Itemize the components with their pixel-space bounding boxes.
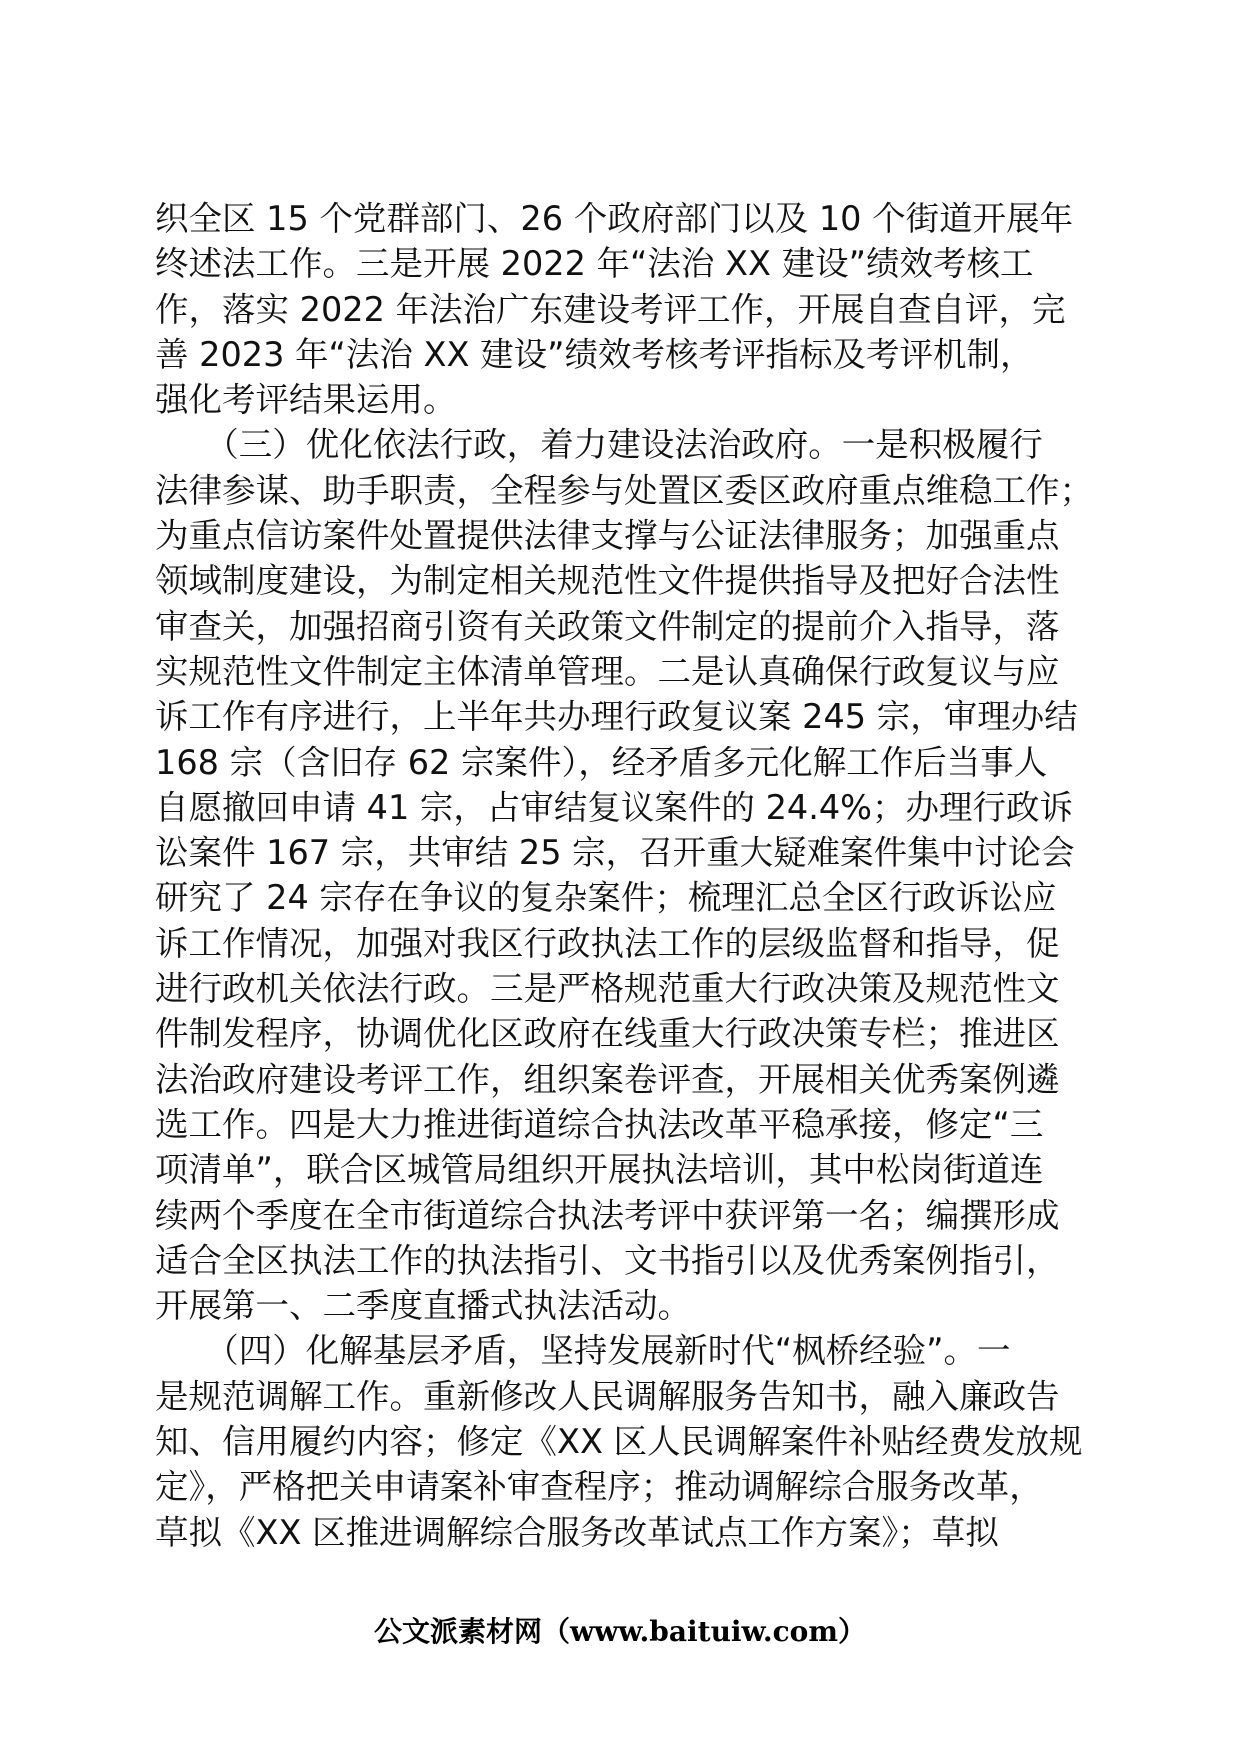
- text-line: 件制发程序，协调优化区政府在线重大行政决策专栏；推进区: [155, 1014, 1060, 1054]
- text-line: 织全区 15 个党群部门、26 个政府部门以及 10 个街道开展年: [155, 199, 1074, 238]
- text-line: 法治政府建设考评工作，组织案卷评查，开展相关优秀案例遴: [155, 1059, 1060, 1099]
- text-line: 法律参谋、助手职责，全程参与处置区委区政府重点维稳工作；: [155, 470, 1093, 510]
- text-line: 为重点信访案件处置提供法律支撑与公证法律服务；加强重点: [155, 516, 1060, 556]
- text-line: 项清单”，联合区城管局组织开展执法培训，其中松岗街道连: [155, 1150, 1044, 1190]
- page-footer: 公文派素材网（www.baituiw.com）: [374, 1615, 866, 1648]
- text-line: 终述法工作。三是开展 2022 年“法治 XX 建设”绩效考核工: [155, 244, 1034, 284]
- text-line: 草拟《XX 区推进调解综合服务改革试点工作方案》；草拟: [155, 1512, 999, 1552]
- text-line: 自愿撤回申请 41 宗，占审结复议案件的 24.4%；办理行政诉: [155, 787, 1073, 827]
- text-line: 开展第一、二季度直播式执法活动。: [155, 1286, 691, 1326]
- text-line: 善 2023 年“法治 XX 建设”绩效考核考评指标及考评机制，: [155, 334, 1034, 374]
- text-line: 选工作。四是大力推进街道综合执法改革平稳承接，修定“三: [155, 1104, 1044, 1144]
- text-line: 诉工作情况，加强对我区行政执法工作的层级监督和指导，促: [155, 923, 1060, 963]
- text-line: 知、信用履约内容；修定《XX 区人民调解案件补贴经费发放规: [155, 1422, 1083, 1462]
- section-heading-line: （四）化解基层矛盾，坚持发展新时代“枫桥经验”。一: [155, 1331, 1011, 1371]
- text-line: 审查关，加强招商引资有关政策文件制定的提前介入指导，落: [155, 606, 1060, 646]
- text-line: 诉工作有序进行，上半年共办理行政复议案 245 宗，审理办结: [155, 697, 1078, 737]
- text-line: 研究了 24 宗存在争议的复杂案件；梳理汇总全区行政诉讼应: [155, 878, 1057, 918]
- text-line: 进行政机关依法行政。三是严格规范重大行政决策及规范性文: [155, 969, 1060, 1009]
- document-body: [155, 196, 1105, 1555]
- text-line: 是规范调解工作。重新修改人民调解服务告知书，融入廉政告: [155, 1376, 1060, 1416]
- text-line: 领域制度建设，为制定相关规范性文件提供指导及把好合法性: [155, 561, 1060, 601]
- text-line: 续两个季度在全市街道综合执法考评中获评第一名；编撰形成: [155, 1195, 1060, 1235]
- text-line: 适合全区执法工作的执法指引、文书指引以及优秀案例指引，: [155, 1240, 1060, 1280]
- text-line: 强化考评结果运用。: [155, 380, 457, 420]
- text-line: 实规范性文件制定主体清单管理。二是认真确保行政复议与应: [155, 651, 1060, 691]
- section-heading-line: （三）优化依法行政，着力建设法治政府。一是积极履行: [155, 425, 1043, 465]
- text-line: 定》，严格把关申请案补审查程序；推动调解综合服务改革，: [155, 1467, 1043, 1507]
- text-line: 作，落实 2022 年法治广东建设考评工作，开展自查自评，完: [155, 289, 1066, 329]
- text-line: 168 宗（含旧存 62 宗案件），经矛盾多元化解工作后当事人: [155, 742, 1048, 782]
- text-line: 讼案件 167 宗，共审结 25 宗，召开重大疑难案件集中讨论会: [155, 833, 1075, 873]
